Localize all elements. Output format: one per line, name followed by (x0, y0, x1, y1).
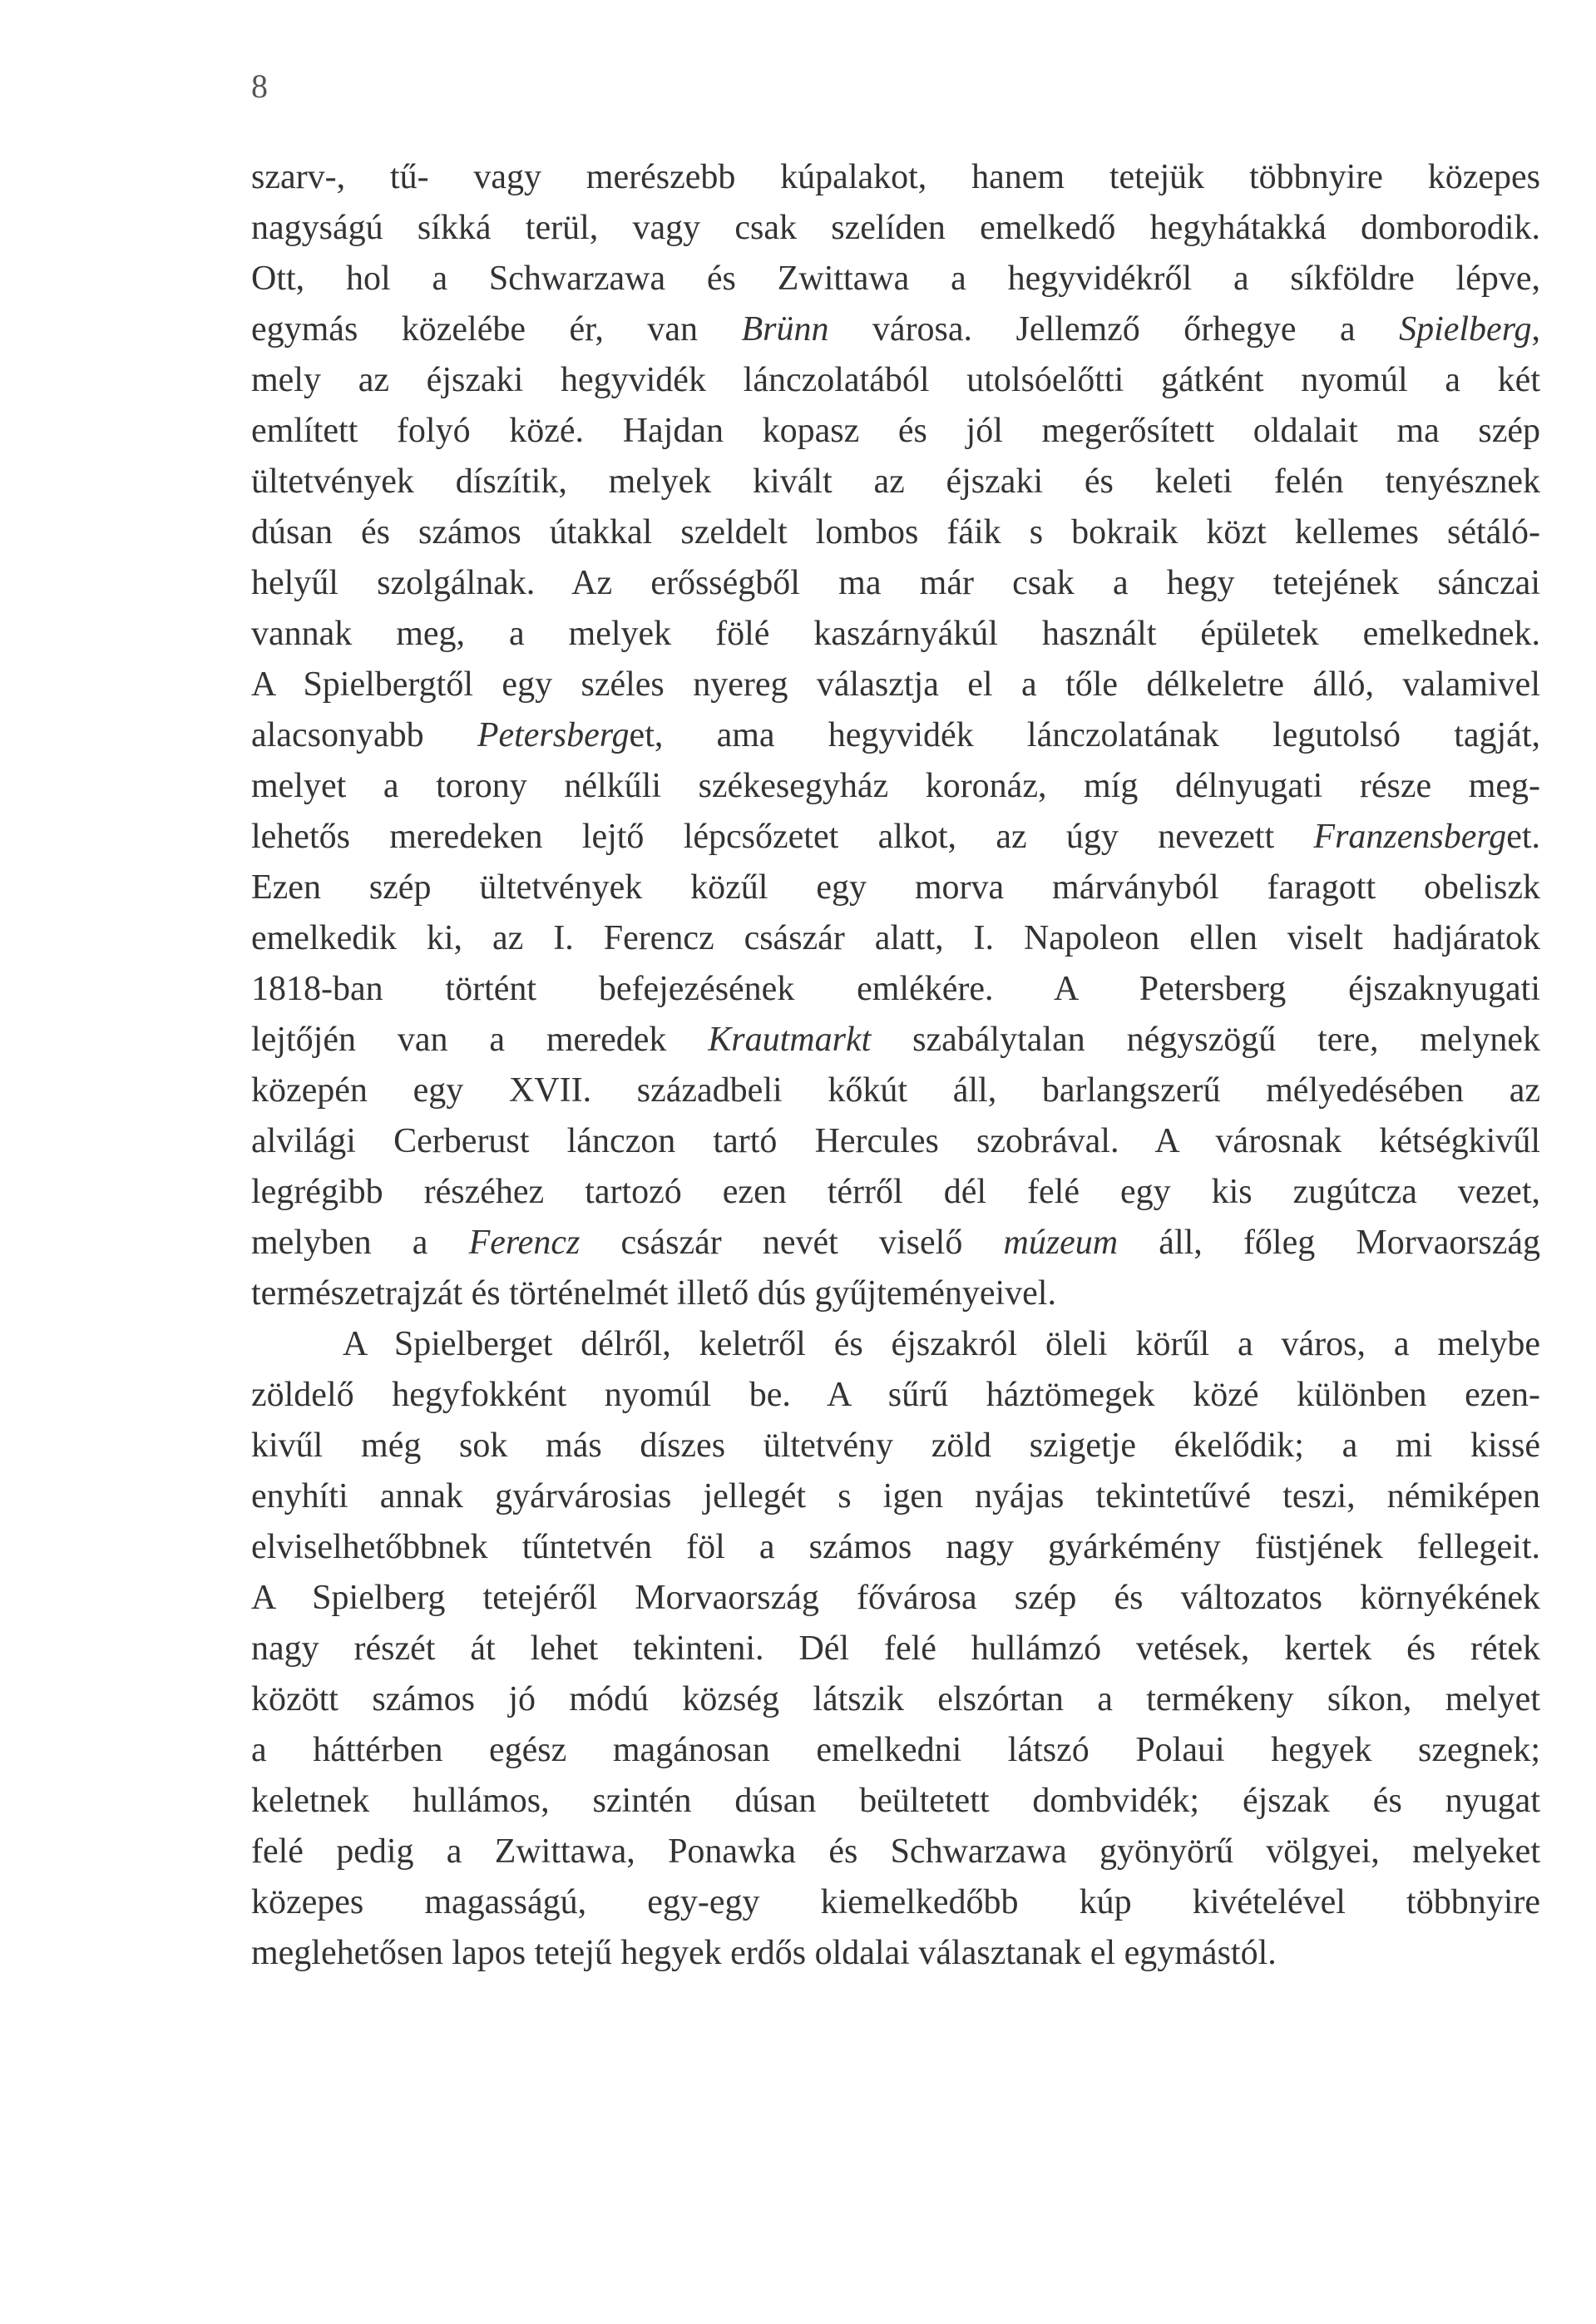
italic-text: Brünn (741, 310, 829, 349)
text-line (251, 609, 1540, 660)
text-segment: A Spielberg tetejéről Morvaország fővárosa szép és változatos környékének (251, 1579, 1540, 1617)
text-segment: Ezen szép ültetvények közűl egy morva márványból faragott obeliszk (251, 868, 1540, 907)
page-number: 8 (251, 67, 268, 105)
text-segment: melyben a (251, 1224, 469, 1262)
text-line (251, 1522, 1540, 1573)
text-segment: legrégibb részéhez tartozó ezen térről dél felé egy kis zugútcza vezet, (251, 1173, 1540, 1211)
italic-text: Krautmarkt (708, 1021, 872, 1059)
text-segment: et. (1506, 818, 1540, 856)
text-line (251, 1218, 1540, 1268)
text-line (251, 710, 1540, 761)
text-segment: nagy részét át lehet tekinteni. Dél felé hullámzó vetések, kertek és rétek (251, 1629, 1540, 1668)
text-segment: alvilági Cerberust lánczon tartó Hercules szobrával. A városnak kétségkivűl (251, 1122, 1540, 1160)
text-line (251, 1370, 1540, 1421)
text-segment: egymás közelébe ér, van (251, 310, 742, 349)
text-segment: helyűl szolgálnak. Az erősségből ma már csak a hegy tetejének sánczai (251, 564, 1540, 602)
text-line (251, 152, 1540, 203)
text-line (251, 1877, 1540, 1928)
text-segment: 1818-ban történt befejezésének emlékére. A Petersberg éjszaknyugati (251, 970, 1540, 1008)
text-line (251, 304, 1540, 355)
text-line (251, 1066, 1540, 1116)
text-segment: szabálytalan négyszögű tere, melynek (871, 1021, 1540, 1059)
text-line (251, 558, 1540, 609)
text-line (251, 1573, 1540, 1624)
italic-text: Spielberg (1399, 310, 1532, 349)
text-segment: között számos jó módú község látszik elszórtan a termékeny síkon, melyet (251, 1680, 1540, 1718)
text-line (251, 355, 1540, 406)
text-segment: közepes magasságú, egy-egy kiemelkedőbb kúp kivételével többnyire (251, 1883, 1540, 1921)
text-line (251, 1928, 1540, 1979)
text-line (251, 660, 1540, 710)
text-segment: elviselhetőbbnek tűntetvén föl a számos nagy gyárkémény füstjének fellegeit. (251, 1528, 1540, 1566)
text-segment: a háttérben egész magánosan emelkedni látszó Polaui hegyek szegnek; (251, 1731, 1540, 1769)
text-line (251, 1167, 1540, 1218)
text-segment: mely az éjszaki hegyvidék lánczolatából utolsóelőtti gátként nyomúl a két (251, 361, 1540, 399)
text-segment: városa. Jellemző őrhegye a (828, 310, 1400, 349)
italic-text: Franzensberg (1313, 818, 1507, 856)
italic-text: múzeum (1003, 1224, 1119, 1262)
text-line (251, 1725, 1540, 1776)
text-segment: közepén egy XVII. századbeli kőkút áll, barlangszerű mélyedésében az (251, 1071, 1540, 1110)
text-segment: természetrajzát és történelmét illető dús gyűjteményeivel. (251, 1274, 1056, 1313)
text-segment: zöldelő hegyfokként nyomúl be. A sűrű háztömegek közé különben ezen- (251, 1376, 1540, 1414)
body-text (251, 152, 1540, 1979)
text-line (251, 1674, 1540, 1725)
text-line (251, 457, 1540, 507)
text-line (251, 812, 1540, 863)
text-line (251, 863, 1540, 913)
text-line (251, 1268, 1540, 1319)
text-segment: császár nevét viselő (580, 1224, 1004, 1262)
italic-text: Ferencz (468, 1224, 581, 1262)
text-segment: keletnek hullámos, szintén dúsan beültetett dombvidék; éjszak és nyugat (251, 1782, 1540, 1820)
text-line (251, 203, 1540, 254)
text-line (251, 507, 1540, 558)
text-segment: dúsan és számos útakkal szeldelt lombos fáik s bokraik közt kellemes sétáló- (251, 513, 1540, 551)
text-line (251, 254, 1540, 304)
text-line (251, 1116, 1540, 1167)
text-segment: szarv-, tű- vagy merészebb kúpalakot, hanem tetejük többnyire közepes (251, 158, 1540, 196)
text-segment: enyhíti annak gyárvárosias jellegét s igen nyájas tekintetűvé teszi, némiképen (251, 1477, 1540, 1516)
text-segment: , (1531, 310, 1540, 349)
text-line (251, 1827, 1540, 1877)
text-line (251, 1319, 1540, 1370)
text-line (251, 964, 1540, 1015)
text-segment: A Spielbergtől egy széles nyereg választja el a tőle délkeletre álló, valamivel (251, 665, 1540, 704)
text-segment: vannak meg, a melyek fölé kaszárnyákúl használt épületek emelkednek. (251, 615, 1540, 653)
text-segment: nagyságú síkká terül, vagy csak szelíden emelkedő hegyhátakká domborodik. (251, 209, 1540, 247)
text-segment: et, ama hegyvidék lánczolatának legutolsó tagját, (629, 716, 1540, 754)
text-segment: felé pedig a Zwittawa, Ponawka és Schwarzawa gyönyörű völgyei, melyeket (251, 1832, 1540, 1871)
text-segment: meglehetősen lapos tetejű hegyek erdős oldalai választanak el egymástól. (251, 1934, 1277, 1972)
text-segment: melyet a torony nélkűli székesegyház koronáz, míg délnyugati része meg- (251, 767, 1540, 805)
text-segment: lejtőjén van a meredek (251, 1021, 709, 1059)
text-line (251, 1421, 1540, 1471)
text-segment: lehetős meredeken lejtő lépcsőzetet alkot, az úgy nevezett (251, 818, 1314, 856)
text-line (251, 1776, 1540, 1827)
italic-text: Petersberg (477, 716, 630, 754)
text-line (251, 913, 1540, 964)
text-segment: emelkedik ki, az I. Ferencz császár alatt, I. Napoleon ellen viselt hadjáratok (251, 919, 1540, 957)
text-segment: kivűl még sok más díszes ültetvény zöld szigetje ékelődik; a mi kissé (251, 1427, 1540, 1465)
text-line (251, 761, 1540, 812)
text-line (251, 1471, 1540, 1522)
text-segment: áll, főleg Morvaország (1118, 1224, 1540, 1262)
text-segment: ültetvények díszítik, melyek kivált az éjszaki és keleti felén tenyésznek (251, 462, 1540, 501)
text-segment: alacsonyabb (251, 716, 477, 754)
text-line (251, 1015, 1540, 1066)
text-line (251, 1624, 1540, 1674)
text-segment: Ott, hol a Schwarzawa és Zwittawa a hegyvidékről a síkföldre lépve, (251, 260, 1540, 298)
text-segment: A Spielberget délről, keletről és éjszakról öleli körűl a város, a melybe (343, 1325, 1540, 1363)
text-segment: említett folyó közé. Hajdan kopasz és jól megerősített oldalait ma szép (251, 412, 1540, 450)
text-line (251, 406, 1540, 457)
